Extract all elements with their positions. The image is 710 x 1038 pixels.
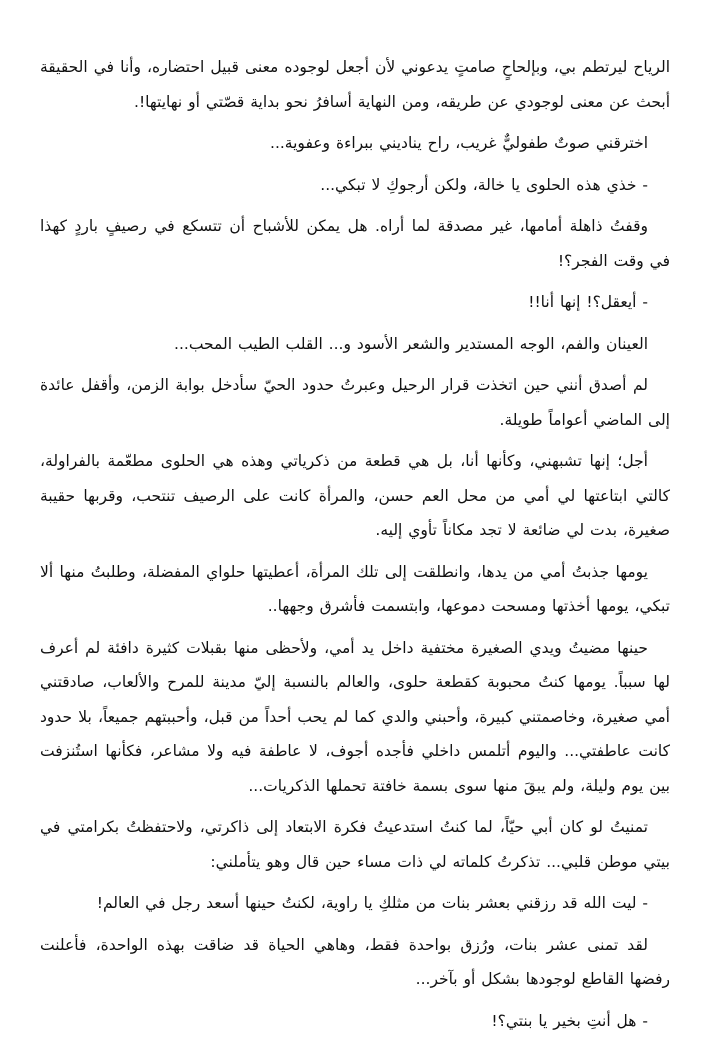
paragraph-2: اخترقني صوتٌ طفوليٌّ غريب، راح يناديني ببراءة وعفوية... bbox=[40, 126, 670, 161]
paragraph-5: - أيعقل؟! إنها أنا!! bbox=[40, 285, 670, 320]
paragraph-9: يومها جذبتُ أمي من يدها، وانطلقت إلى تلك المرأة، أعطيتها حلواي المفضلة، وطلبتُ منها ألا تبكي، يومها أخذتها ومسحت دموعها، وابتسمت فأشرق وجهها.. bbox=[40, 555, 670, 624]
paragraph-8: أجل؛ إنها تشبهني، وكأنها أنا، بل هي قطعة من ذكرياتي وهذه هي الحلوى مطعّمة بالفراولة، كالتي ابتاعتها لي أمي من محل العم حسن، والمرأة كانت على الرصيف تنتحب، وقربها حقيبة صغيرة، بدت لي ضائعة لا تجد مكاناً تأوي إليه. bbox=[40, 444, 670, 548]
paragraph-12: - ليت الله قد رزقني بعشر بنات من مثلكِ يا راوية، لكنتُ حينها أسعد رجل في العالم! bbox=[40, 886, 670, 921]
paragraph-6: العينان والفم، الوجه المستدير والشعر الأسود و... القلب الطيب المحب... bbox=[40, 327, 670, 362]
paragraph-10: حينها مضيتُ ويدي الصغيرة مختفية داخل يد أمي، ولأحظى منها بقبلات كثيرة دافئة لم أعرف لها سبباً. يومها كنتُ محبوبة كقطعة حلوى، والعالم بالنسبة إليّ مدينة للمرح والألعاب، صادقتني أمي صغيرة، وخاصمتني كبيرة، وأحبني والدي كما لم يحب أحداً من قبل، وأحببتهم جميعاً، بلا حدود كانت عاطفتي... واليوم أتلمس داخلي فأجده أجوف، لا عاطفة فيه ولا مشاعر، فكأنها استُنزفت بين يوم وليلة، ولم يبقَ منها سوى بسمة خافتة تحملها الذكريات... bbox=[40, 631, 670, 804]
paragraph-13: لقد تمنى عشر بنات، ورُزق بواحدة فقط، وهاهي الحياة قد ضاقت بهذه الواحدة، فأعلنت رفضها القاطع لوجودها بشكل أو بآخر... bbox=[40, 928, 670, 997]
paragraph-11: تمنيتُ لو كان أبي حيّاً، لما كنتُ استدعيتُ فكرة الابتعاد إلى ذاكرتي، ولاحتفظتُ بكرامتي في بيتي موطن قلبي... تذكرتُ كلماته لي ذات مساء حين قال وهو يتأملني: bbox=[40, 810, 670, 879]
paragraph-7: لم أصدق أنني حين اتخذت قرار الرحيل وعبرتُ حدود الحيّ سأدخل بوابة الزمن، وأقفل عائدة إلى الماضي أعواماً طويلة. bbox=[40, 368, 670, 437]
paragraph-1: الرياح ليرتطم بي، وبإلحاحٍ صامتٍ يدعوني لأن أجعل لوجوده معنى قبيل احتضاره، وأنا في الحقيقة أبحث عن معنى لوجودي عن طريقه، ومن النهاية أسافرُ نحو بداية قصّتي أو نهايتها!. bbox=[40, 50, 670, 119]
paragraph-4: وقفتُ ذاهلة أمامها، غير مصدقة لما أراه. هل يمكن للأشباح أن تتسكع في رصيفٍ باردٍ كهذا في وقت الفجر؟! bbox=[40, 209, 670, 278]
paragraph-3: - خذي هذه الحلوى يا خالة، ولكن أرجوكِ لا تبكي... bbox=[40, 168, 670, 203]
paragraph-14: - هل أنتِ بخير يا بنتي؟! bbox=[40, 1004, 670, 1038]
